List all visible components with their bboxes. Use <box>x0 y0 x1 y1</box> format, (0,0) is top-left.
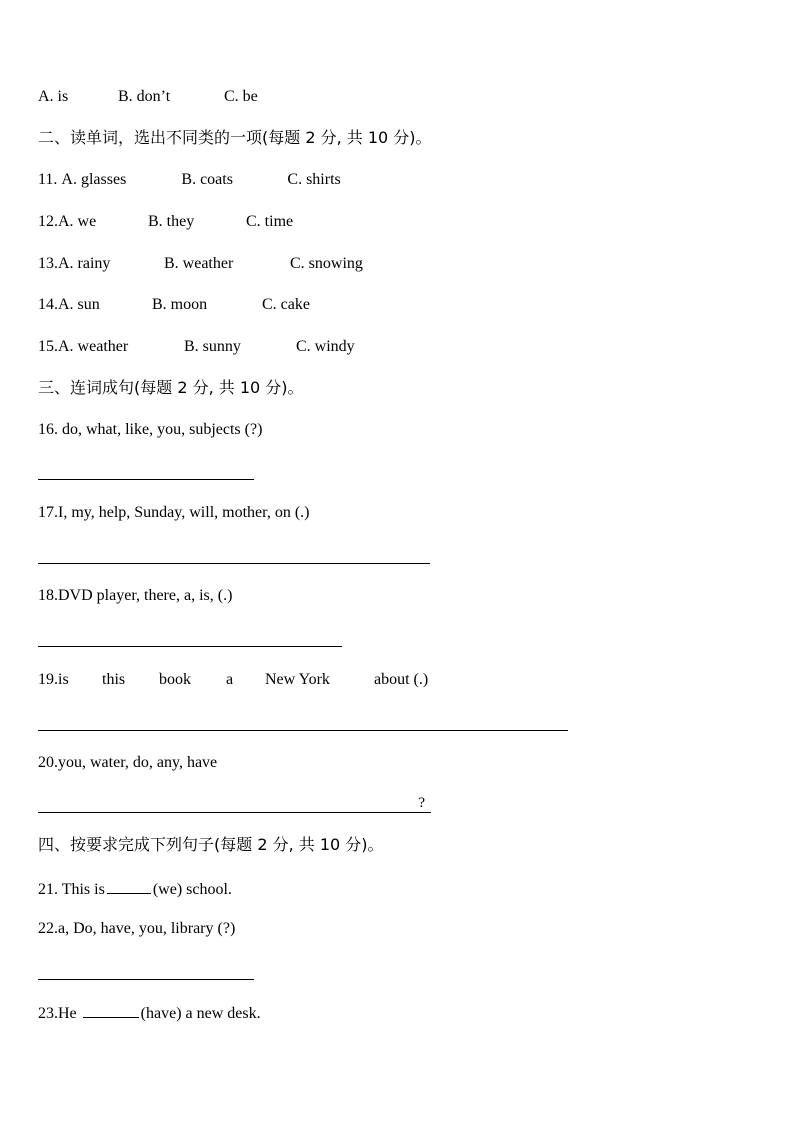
question-12 <box>38 212 293 232</box>
question-18: 18.DVD player, there, a, is, (.) <box>38 587 233 604</box>
q12-option-c: C. time <box>246 213 294 230</box>
q19-word-5: New York <box>265 671 330 688</box>
question-15 <box>38 337 355 357</box>
q19-answer-line[interactable] <box>38 730 568 731</box>
q15-option-b: B. sunny <box>184 338 241 355</box>
q14-option-a: A. sun <box>58 296 100 313</box>
q13-option-c: C. snowing <box>290 255 363 272</box>
q10-option-c: C. be <box>224 88 258 105</box>
q14-number: 14. <box>38 296 58 313</box>
q20-answer-line[interactable] <box>38 795 431 813</box>
q11-option-b: B. coats <box>181 171 233 188</box>
question-19 <box>38 670 428 690</box>
q13-option-b: B. weather <box>164 255 234 272</box>
q17-answer-line[interactable] <box>38 563 430 564</box>
q11-option-c: C. shirts <box>287 171 341 188</box>
q15-option-c: C. windy <box>296 338 355 355</box>
q12-number: 12. <box>38 213 58 230</box>
q10-options <box>38 87 258 107</box>
q14-option-c: C. cake <box>262 296 310 313</box>
q13-option-a: A. rainy <box>58 255 111 272</box>
question-11 <box>38 170 341 190</box>
q19-word-1: 19.is <box>38 671 69 688</box>
q23-text-after: (have) a new desk. <box>140 1005 261 1022</box>
question-14 <box>38 295 310 315</box>
section3-heading: 三、连词成句(每题 2 分, 共 10 分)。 <box>38 378 304 397</box>
q21-text-after: (we) school. <box>152 881 232 898</box>
question-22: 22.a, Do, have, you, library (?) <box>38 920 236 937</box>
q22-answer-line[interactable] <box>38 979 254 980</box>
question-16: 16. do, what, like, you, subjects (?) <box>38 421 263 438</box>
q21-text-before: 21. This is <box>38 881 105 898</box>
section4-heading: 四、按要求完成下列句子(每题 2 分, 共 10 分)。 <box>38 835 384 854</box>
question-13 <box>38 254 363 274</box>
q10-option-b: B. don’t <box>118 88 171 105</box>
q15-option-a: A. weather <box>58 338 129 355</box>
q18-answer-line[interactable] <box>38 646 342 647</box>
q13-number: 13. <box>38 255 58 272</box>
q19-word-3: book <box>159 671 191 688</box>
q23-text-before: 23.He <box>38 1005 77 1022</box>
q19-word-2: this <box>102 671 126 688</box>
q11-number: 11. <box>38 171 58 188</box>
section2-heading: 二、读单词，选出不同类的一项(每题 2 分, 共 10 分)。 <box>38 128 432 147</box>
q16-answer-line[interactable] <box>38 479 254 480</box>
question-23 <box>38 1002 261 1022</box>
question-17: 17.I, my, help, Sunday, will, mother, on (.) <box>38 504 310 521</box>
question-20: 20.you, water, do, any, have <box>38 754 218 771</box>
q23-blank[interactable] <box>83 1002 139 1018</box>
q19-word-6: about (.) <box>374 671 429 688</box>
q20-question-mark: ? <box>418 795 425 811</box>
q14-option-b: B. moon <box>152 296 208 313</box>
q12-option-a: A. we <box>58 213 97 230</box>
question-21 <box>38 878 232 898</box>
q15-number: 15. <box>38 338 58 355</box>
q12-option-b: B. they <box>148 213 195 230</box>
q10-option-a: A. is <box>38 88 69 105</box>
q21-blank[interactable] <box>107 878 151 894</box>
q11-option-a: A. glasses <box>61 171 127 188</box>
q19-word-4: a <box>226 671 234 688</box>
